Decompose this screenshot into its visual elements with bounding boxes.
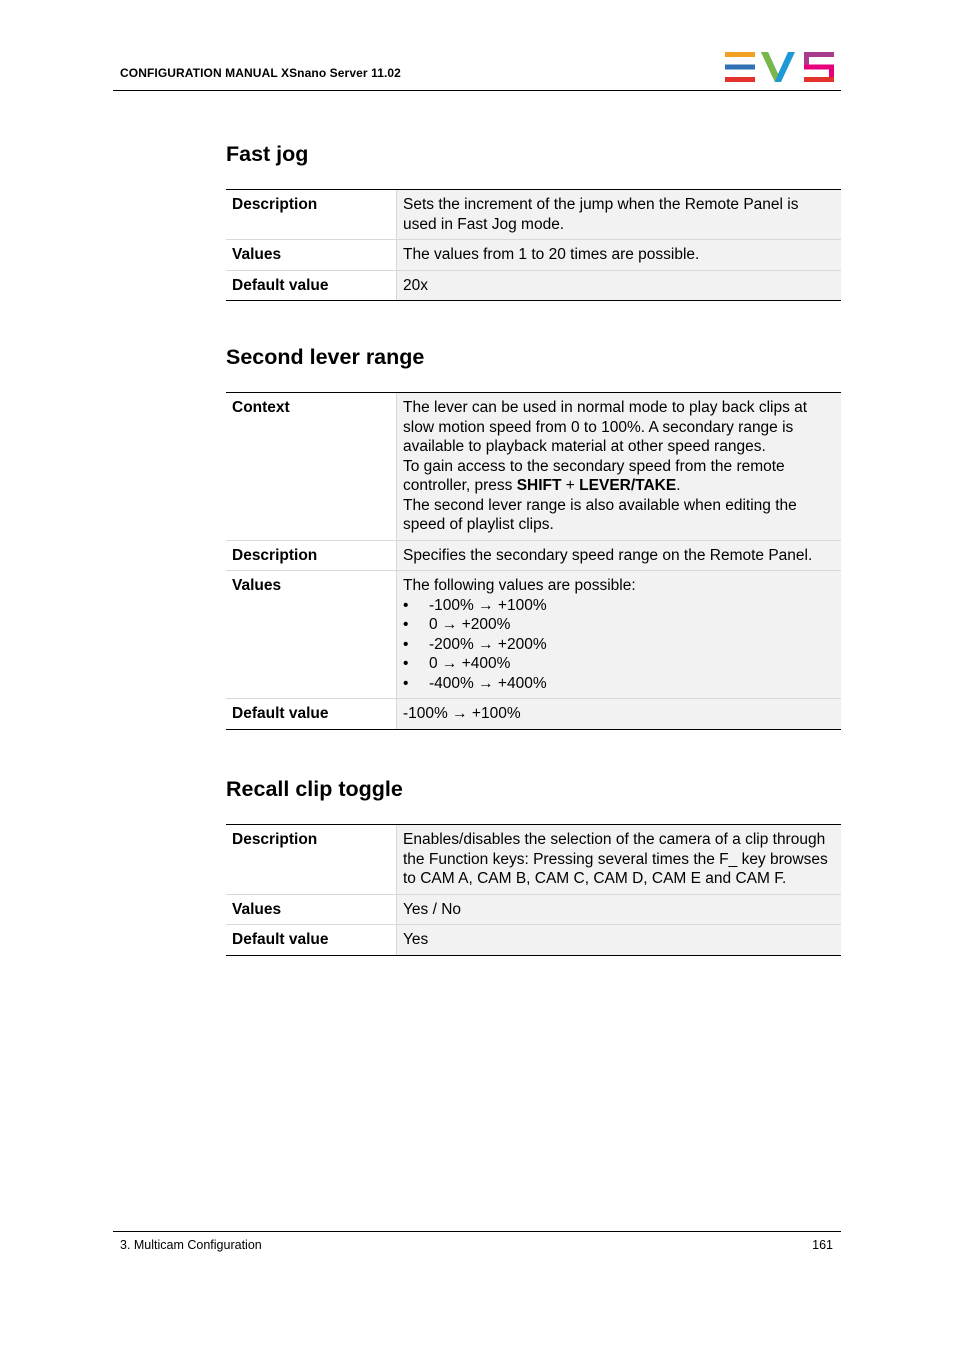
context-text: To gain access to the secondary speed from the remote controller, press (403, 457, 785, 494)
key-shift: SHIFT (516, 477, 562, 494)
table-row (226, 571, 841, 699)
row-value: Enables/disables the selection of the camera of a clip through the Function keys: Pressing several times the F_ key browses to CAM A, CAM B, CAM C, CAM D, CAM E and CAM F. (397, 825, 842, 895)
row-key: Default value (226, 270, 397, 301)
section-heading-fast-jog: Fast jog (226, 142, 309, 166)
footer-chapter: 3. Multicam Configuration (120, 1238, 262, 1252)
period: . (676, 477, 681, 494)
list-item: • -200% → +200% (403, 635, 835, 655)
footer-rule (113, 1231, 841, 1232)
key-lever-take: LEVER/TAKE (579, 477, 677, 494)
list-item: • 0 → +400% (403, 654, 835, 674)
evs-logo (725, 52, 835, 82)
context-line: The second lever range is also available when editing the speed of playlist clips. (403, 496, 797, 533)
second-lever-range-table (226, 392, 841, 730)
footer-page-number: 161 (812, 1238, 833, 1252)
section-heading-second-lever-range: Second lever range (226, 345, 425, 369)
table-row (226, 393, 841, 541)
running-header-title: CONFIGURATION MANUAL XSnano Server 11.02 (120, 66, 401, 80)
header-rule (113, 90, 841, 91)
row-key: Description (226, 825, 397, 895)
list-item: • -100% → +100% (403, 596, 835, 616)
table-row (226, 699, 841, 730)
row-value: Yes / No (397, 894, 842, 925)
context-line (403, 457, 835, 496)
table-row (226, 894, 841, 925)
recall-clip-toggle-table (226, 824, 841, 956)
values-list (403, 596, 835, 694)
values-intro: The following values are possible: (403, 577, 636, 594)
row-key: Values (226, 240, 397, 271)
row-value: Sets the increment of the jump when the Remote Panel is used in Fast Jog mode. (397, 190, 842, 240)
row-key: Default value (226, 925, 397, 956)
table-row (226, 540, 841, 571)
table-row (226, 270, 841, 301)
row-value (397, 571, 842, 699)
row-key: Values (226, 571, 397, 699)
row-value: Yes (397, 925, 842, 956)
row-key: Default value (226, 699, 397, 730)
row-key: Values (226, 894, 397, 925)
fast-jog-table (226, 189, 841, 301)
row-value: The values from 1 to 20 times are possible. (397, 240, 842, 271)
list-item: • 0 → +200% (403, 615, 835, 635)
row-key: Description (226, 540, 397, 571)
plus-sign: + (561, 477, 580, 494)
table-row (226, 240, 841, 271)
table-row (226, 825, 841, 895)
row-key: Description (226, 190, 397, 240)
row-value: 20x (397, 270, 842, 301)
row-value: Specifies the secondary speed range on the Remote Panel. (397, 540, 842, 571)
row-value (397, 393, 842, 541)
row-key: Context (226, 393, 397, 541)
context-line: The lever can be used in normal mode to play back clips at slow motion speed from 0 to 100%. A secondary range is available to playback material at other speed ranges. (403, 399, 808, 455)
section-heading-recall-clip-toggle: Recall clip toggle (226, 777, 403, 801)
table-row (226, 925, 841, 956)
row-value: -100% → +100% (397, 699, 842, 730)
list-item: • -400% → +400% (403, 674, 835, 694)
table-row (226, 190, 841, 240)
